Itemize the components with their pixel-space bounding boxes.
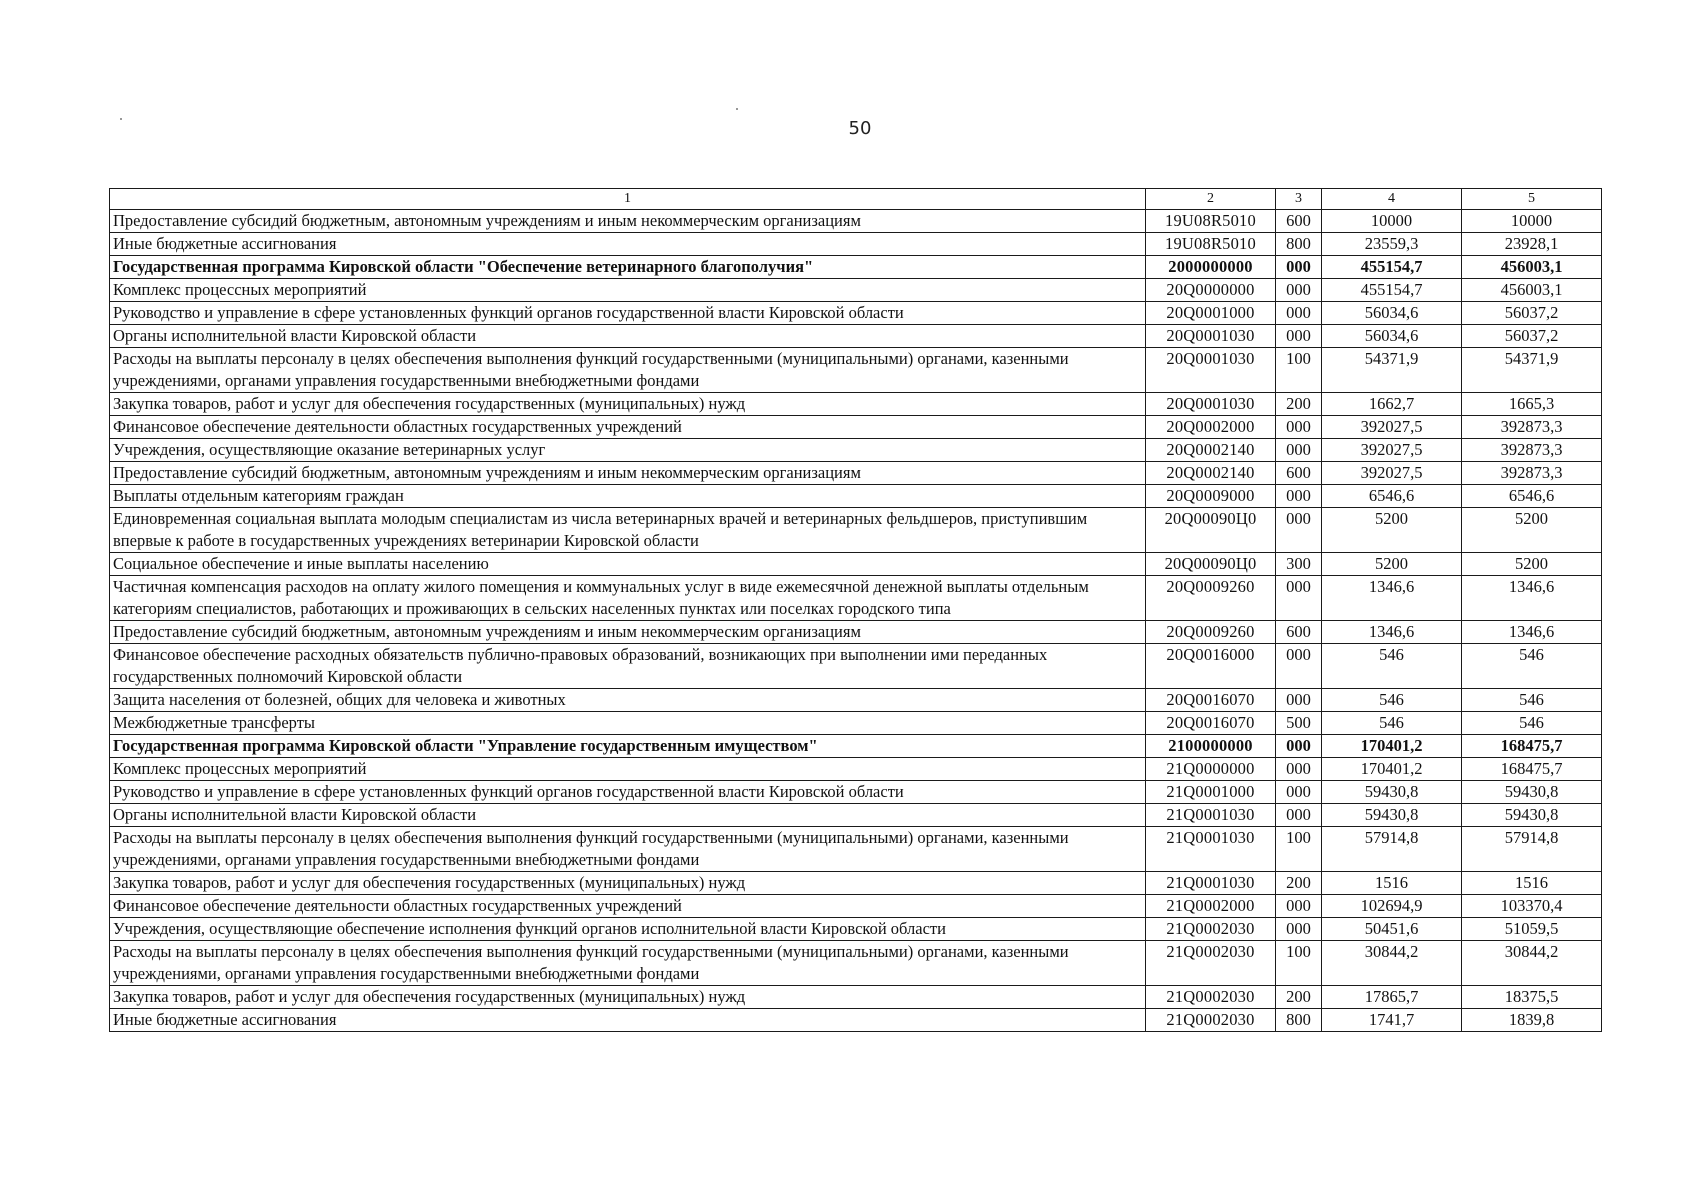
cell-value-1: 1346,6 — [1322, 621, 1462, 644]
cell-name: Иные бюджетные ассигнования — [110, 233, 1146, 256]
cell-name: Органы исполнительной власти Кировской области — [110, 804, 1146, 827]
cell-name: Расходы на выплаты персоналу в целях обеспечения выполнения функций государственными (муниципальными) органами, казенными учреждениями, органами управления государственными внебюджетными фондами — [110, 827, 1146, 872]
cell-value-2: 56037,2 — [1462, 302, 1602, 325]
cell-code: 21Q0001030 — [1146, 872, 1276, 895]
cell-expense-type: 600 — [1276, 621, 1322, 644]
cell-value-2: 1839,8 — [1462, 1009, 1602, 1032]
cell-value-1: 1346,6 — [1322, 576, 1462, 621]
cell-name: Расходы на выплаты персоналу в целях обеспечения выполнения функций государственными (муниципальными) органами, казенными учреждениями, органами управления государственными внебюджетными фондами — [110, 941, 1146, 986]
table-row — [110, 758, 1602, 781]
cell-expense-type: 600 — [1276, 462, 1322, 485]
table-row — [110, 233, 1602, 256]
cell-code: 20Q0016000 — [1146, 644, 1276, 689]
cell-value-1: 50451,6 — [1322, 918, 1462, 941]
cell-expense-type: 200 — [1276, 872, 1322, 895]
cell-expense-type: 000 — [1276, 279, 1322, 302]
cell-value-1: 56034,6 — [1322, 325, 1462, 348]
cell-value-1: 546 — [1322, 689, 1462, 712]
cell-name: Финансовое обеспечение деятельности областных государственных учреждений — [110, 416, 1146, 439]
table-row — [110, 827, 1602, 872]
cell-value-1: 5200 — [1322, 508, 1462, 553]
cell-name: Финансовое обеспечение расходных обязательств публично-правовых образований, возникающих при выполнении ими переданных государственных полномочий Кировской области — [110, 644, 1146, 689]
cell-name: Руководство и управление в сфере установленных функций органов государственной власти Кировской области — [110, 302, 1146, 325]
cell-code: 20Q0002140 — [1146, 439, 1276, 462]
table-row — [110, 781, 1602, 804]
cell-value-2: 1516 — [1462, 872, 1602, 895]
table-row — [110, 256, 1602, 279]
column-header-value-1: 4 — [1322, 189, 1462, 210]
cell-code: 20Q0001030 — [1146, 348, 1276, 393]
cell-code: 21Q0000000 — [1146, 758, 1276, 781]
page-number: 50 — [848, 118, 872, 139]
cell-value-1: 17865,7 — [1322, 986, 1462, 1009]
table-row — [110, 576, 1602, 621]
table-row — [110, 1009, 1602, 1032]
cell-value-1: 10000 — [1322, 210, 1462, 233]
cell-value-2: 546 — [1462, 689, 1602, 712]
cell-name: Органы исполнительной власти Кировской области — [110, 325, 1146, 348]
cell-value-2: 456003,1 — [1462, 256, 1602, 279]
cell-value-2: 1665,3 — [1462, 393, 1602, 416]
cell-code: 21Q0002030 — [1146, 986, 1276, 1009]
cell-name: Иные бюджетные ассигнования — [110, 1009, 1146, 1032]
cell-value-2: 392873,3 — [1462, 416, 1602, 439]
table-row — [110, 644, 1602, 689]
cell-value-2: 57914,8 — [1462, 827, 1602, 872]
cell-code: 2000000000 — [1146, 256, 1276, 279]
cell-value-1: 59430,8 — [1322, 781, 1462, 804]
table-row — [110, 712, 1602, 735]
cell-value-1: 56034,6 — [1322, 302, 1462, 325]
cell-expense-type: 000 — [1276, 781, 1322, 804]
cell-expense-type: 000 — [1276, 735, 1322, 758]
cell-value-2: 56037,2 — [1462, 325, 1602, 348]
table-row — [110, 735, 1602, 758]
cell-name: Государственная программа Кировской области "Обеспечение ветеринарного благополучия" — [110, 256, 1146, 279]
cell-code: 21Q0001030 — [1146, 804, 1276, 827]
cell-value-2: 546 — [1462, 712, 1602, 735]
cell-value-1: 5200 — [1322, 553, 1462, 576]
cell-expense-type: 200 — [1276, 986, 1322, 1009]
cell-name: Частичная компенсация расходов на оплату жилого помещения и коммунальных услуг в виде ежемесячной денежной выплаты отдельным категориям специалистов, работающих и проживающих в сельских населенных пунктах или поселках городского типа — [110, 576, 1146, 621]
cell-name: Государственная программа Кировской области "Управление государственным имуществом" — [110, 735, 1146, 758]
cell-code: 21Q0001030 — [1146, 827, 1276, 872]
cell-value-2: 456003,1 — [1462, 279, 1602, 302]
table-row — [110, 895, 1602, 918]
cell-name: Руководство и управление в сфере установленных функций органов государственной власти Кировской области — [110, 781, 1146, 804]
cell-code: 20Q0009000 — [1146, 485, 1276, 508]
cell-value-2: 5200 — [1462, 553, 1602, 576]
table-row — [110, 302, 1602, 325]
cell-name: Предоставление субсидий бюджетным, автономным учреждениям и иным некоммерческим организациям — [110, 462, 1146, 485]
cell-value-2: 392873,3 — [1462, 462, 1602, 485]
cell-expense-type: 000 — [1276, 576, 1322, 621]
cell-value-2: 5200 — [1462, 508, 1602, 553]
cell-value-2: 59430,8 — [1462, 804, 1602, 827]
cell-expense-type: 000 — [1276, 256, 1322, 279]
cell-name: Комплекс процессных мероприятий — [110, 279, 1146, 302]
cell-value-2: 168475,7 — [1462, 758, 1602, 781]
cell-expense-type: 000 — [1276, 895, 1322, 918]
cell-name: Закупка товаров, работ и услуг для обеспечения государственных (муниципальных) нужд — [110, 872, 1146, 895]
cell-value-2: 10000 — [1462, 210, 1602, 233]
cell-expense-type: 000 — [1276, 508, 1322, 553]
cell-code: 21Q0002030 — [1146, 918, 1276, 941]
cell-expense-type: 000 — [1276, 325, 1322, 348]
cell-value-1: 30844,2 — [1322, 941, 1462, 986]
cell-expense-type: 100 — [1276, 348, 1322, 393]
cell-expense-type: 000 — [1276, 416, 1322, 439]
cell-name: Выплаты отдельным категориям граждан — [110, 485, 1146, 508]
table-row — [110, 348, 1602, 393]
cell-code: 2100000000 — [1146, 735, 1276, 758]
column-header-name: 1 — [110, 189, 1146, 210]
cell-value-1: 170401,2 — [1322, 735, 1462, 758]
table-row — [110, 986, 1602, 1009]
table-header-row — [110, 189, 1602, 210]
cell-value-2: 30844,2 — [1462, 941, 1602, 986]
column-header-value-2: 5 — [1462, 189, 1602, 210]
cell-expense-type: 000 — [1276, 302, 1322, 325]
cell-value-2: 54371,9 — [1462, 348, 1602, 393]
cell-name: Предоставление субсидий бюджетным, автономным учреждениям и иным некоммерческим организациям — [110, 621, 1146, 644]
cell-expense-type: 000 — [1276, 689, 1322, 712]
scan-speck — [736, 108, 738, 110]
cell-value-2: 6546,6 — [1462, 485, 1602, 508]
cell-name: Закупка товаров, работ и услуг для обеспечения государственных (муниципальных) нужд — [110, 986, 1146, 1009]
cell-value-2: 168475,7 — [1462, 735, 1602, 758]
cell-expense-type: 000 — [1276, 439, 1322, 462]
cell-name: Комплекс процессных мероприятий — [110, 758, 1146, 781]
cell-expense-type: 300 — [1276, 553, 1322, 576]
cell-expense-type: 600 — [1276, 210, 1322, 233]
cell-expense-type: 100 — [1276, 827, 1322, 872]
cell-code: 21Q0002030 — [1146, 1009, 1276, 1032]
table-row — [110, 393, 1602, 416]
cell-value-2: 59430,8 — [1462, 781, 1602, 804]
cell-expense-type: 800 — [1276, 1009, 1322, 1032]
cell-value-1: 23559,3 — [1322, 233, 1462, 256]
cell-value-2: 18375,5 — [1462, 986, 1602, 1009]
cell-code: 20Q0016070 — [1146, 712, 1276, 735]
table-row — [110, 872, 1602, 895]
cell-value-1: 546 — [1322, 712, 1462, 735]
table-row — [110, 508, 1602, 553]
cell-value-1: 1662,7 — [1322, 393, 1462, 416]
cell-code: 21Q0002000 — [1146, 895, 1276, 918]
table-row — [110, 689, 1602, 712]
cell-value-1: 170401,2 — [1322, 758, 1462, 781]
cell-name: Социальное обеспечение и иные выплаты населению — [110, 553, 1146, 576]
cell-expense-type: 000 — [1276, 804, 1322, 827]
cell-value-1: 54371,9 — [1322, 348, 1462, 393]
cell-value-1: 1516 — [1322, 872, 1462, 895]
cell-name: Межбюджетные трансферты — [110, 712, 1146, 735]
table-row — [110, 918, 1602, 941]
cell-value-2: 23928,1 — [1462, 233, 1602, 256]
cell-code: 20Q0002000 — [1146, 416, 1276, 439]
cell-name: Учреждения, осуществляющие оказание ветеринарных услуг — [110, 439, 1146, 462]
cell-code: 21Q0002030 — [1146, 941, 1276, 986]
cell-code: 20Q0001000 — [1146, 302, 1276, 325]
column-header-type: 3 — [1276, 189, 1322, 210]
cell-value-2: 1346,6 — [1462, 576, 1602, 621]
table-row — [110, 210, 1602, 233]
cell-expense-type: 500 — [1276, 712, 1322, 735]
cell-code: 20Q0001030 — [1146, 393, 1276, 416]
cell-name: Учреждения, осуществляющие обеспечение исполнения функций органов исполнительной власти Кировской области — [110, 918, 1146, 941]
cell-expense-type: 000 — [1276, 485, 1322, 508]
cell-code: 20Q0009260 — [1146, 621, 1276, 644]
cell-expense-type: 000 — [1276, 758, 1322, 781]
cell-value-1: 57914,8 — [1322, 827, 1462, 872]
cell-name: Финансовое обеспечение деятельности областных государственных учреждений — [110, 895, 1146, 918]
cell-value-1: 455154,7 — [1322, 279, 1462, 302]
cell-value-1: 455154,7 — [1322, 256, 1462, 279]
cell-code: 20Q0016070 — [1146, 689, 1276, 712]
table-row — [110, 416, 1602, 439]
cell-expense-type: 000 — [1276, 644, 1322, 689]
cell-value-1: 392027,5 — [1322, 439, 1462, 462]
cell-expense-type: 000 — [1276, 918, 1322, 941]
cell-expense-type: 800 — [1276, 233, 1322, 256]
cell-expense-type: 200 — [1276, 393, 1322, 416]
cell-value-1: 1741,7 — [1322, 1009, 1462, 1032]
cell-code: 21Q0001000 — [1146, 781, 1276, 804]
cell-code: 20Q0002140 — [1146, 462, 1276, 485]
table-row — [110, 439, 1602, 462]
table-row — [110, 485, 1602, 508]
table-row — [110, 553, 1602, 576]
table-row — [110, 462, 1602, 485]
cell-value-2: 392873,3 — [1462, 439, 1602, 462]
table-row — [110, 325, 1602, 348]
cell-value-1: 392027,5 — [1322, 416, 1462, 439]
cell-value-1: 546 — [1322, 644, 1462, 689]
column-header-code: 2 — [1146, 189, 1276, 210]
cell-code: 20Q0000000 — [1146, 279, 1276, 302]
cell-name: Предоставление субсидий бюджетным, автономным учреждениям и иным некоммерческим организациям — [110, 210, 1146, 233]
cell-value-2: 546 — [1462, 644, 1602, 689]
cell-code: 20Q0001030 — [1146, 325, 1276, 348]
scan-speck — [120, 118, 122, 120]
cell-code: 20Q00090Ц0 — [1146, 508, 1276, 553]
cell-value-1: 392027,5 — [1322, 462, 1462, 485]
table-row — [110, 621, 1602, 644]
cell-name: Защита населения от болезней, общих для человека и животных — [110, 689, 1146, 712]
cell-value-2: 1346,6 — [1462, 621, 1602, 644]
cell-name: Расходы на выплаты персоналу в целях обеспечения выполнения функций государственными (муниципальными) органами, казенными учреждениями, органами управления государственными внебюджетными фондами — [110, 348, 1146, 393]
cell-value-1: 102694,9 — [1322, 895, 1462, 918]
cell-code: 20Q00090Ц0 — [1146, 553, 1276, 576]
cell-code: 19U08R5010 — [1146, 233, 1276, 256]
table-row — [110, 941, 1602, 986]
budget-table — [109, 188, 1602, 1032]
cell-name: Закупка товаров, работ и услуг для обеспечения государственных (муниципальных) нужд — [110, 393, 1146, 416]
cell-code: 20Q0009260 — [1146, 576, 1276, 621]
table-row — [110, 804, 1602, 827]
cell-value-1: 6546,6 — [1322, 485, 1462, 508]
cell-value-2: 51059,5 — [1462, 918, 1602, 941]
table-row — [110, 279, 1602, 302]
cell-code: 19U08R5010 — [1146, 210, 1276, 233]
cell-value-1: 59430,8 — [1322, 804, 1462, 827]
cell-value-2: 103370,4 — [1462, 895, 1602, 918]
cell-name: Единовременная социальная выплата молодым специалистам из числа ветеринарных врачей и ветеринарных фельдшеров, приступившим впервые к работе в государственных учреждениях ветеринарии Кировской области — [110, 508, 1146, 553]
cell-expense-type: 100 — [1276, 941, 1322, 986]
